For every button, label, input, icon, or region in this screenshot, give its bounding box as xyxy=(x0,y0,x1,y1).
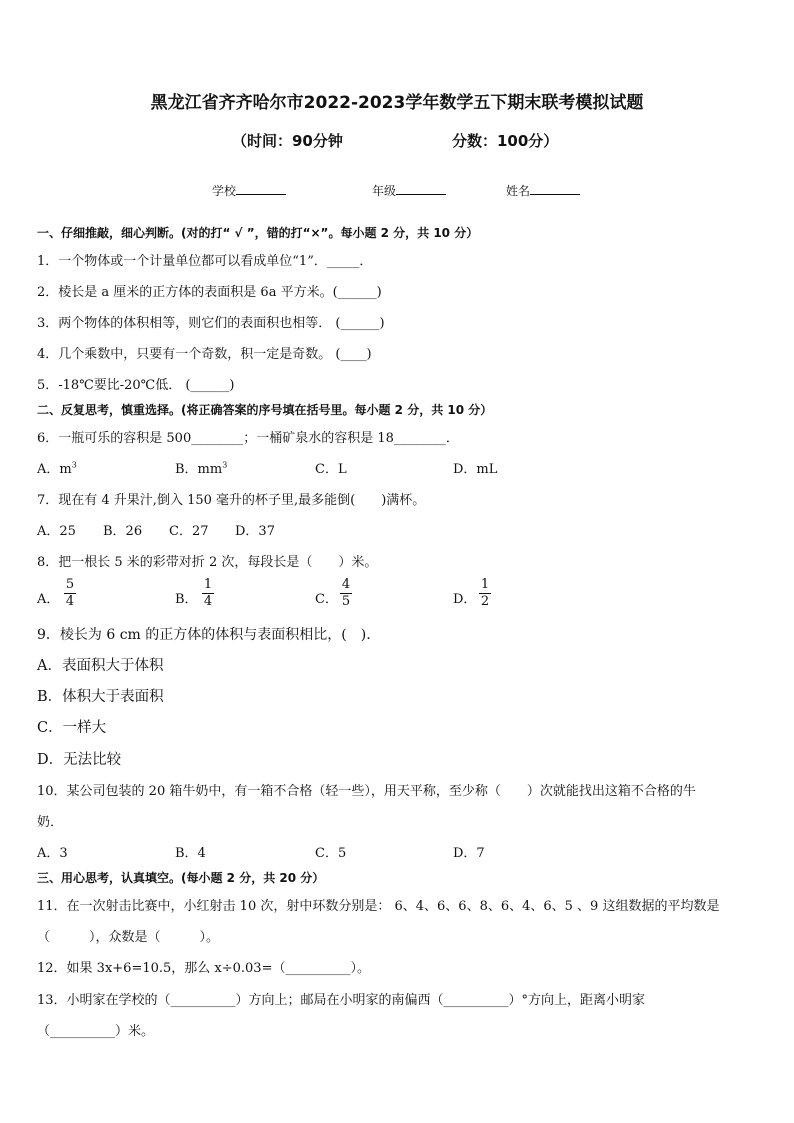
q8-option-a[interactable]: A． xyxy=(37,592,60,607)
question-11-line1: 11．在一次射击比赛中，小红射击 10 次，射中环数分别是： 6、4、6、6、8、6、4、6、5 、9 这组数据的平均数是 xyxy=(37,899,720,914)
name-field[interactable] xyxy=(506,182,580,199)
school-blank[interactable] xyxy=(236,194,286,195)
page-title: 黑龙江省齐齐哈尔市2022-2023学年数学五下期末联考模拟试题 xyxy=(150,93,644,113)
question-6: 6．一瓶可乐的容积是 500________；一桶矿泉水的容积是 18________． xyxy=(37,431,459,446)
q6-option-a[interactable]: A．$m^3$ xyxy=(37,460,77,477)
q7-option-a[interactable]: A．25 xyxy=(37,524,76,539)
question-12: 12．如果 3x+6=10.5，那么 x÷0.03=（__________）。 xyxy=(37,961,370,976)
q8-option-d[interactable]: D． xyxy=(453,592,477,607)
q8-fraction-c: 4 5 xyxy=(341,577,351,609)
q10-option-d[interactable]: D．7 xyxy=(453,846,485,861)
question-11-line2: （ ），众数是（ ）。 xyxy=(37,930,220,945)
grade-blank[interactable] xyxy=(396,194,446,195)
question-4: 4．几个乘数中，只要有一个奇数，积一定是奇数。 (____) xyxy=(37,347,372,362)
q6-option-d[interactable]: D．mL xyxy=(453,462,498,477)
question-8: 8．把一根长 5 米的彩带对折 2 次，每段长是（ ）米。 xyxy=(37,555,378,570)
name-blank[interactable] xyxy=(530,194,580,195)
exam-time: （时间：90分钟 xyxy=(232,132,343,150)
q9-option-b[interactable]: B．体积大于表面积 xyxy=(37,689,164,705)
question-3: 3．两个物体的体积相等，则它们的表面积也相等． (______) xyxy=(37,316,385,331)
school-label: 学校 xyxy=(212,184,237,198)
name-label: 姓名 xyxy=(506,184,531,198)
question-13-line1: 13．小明家在学校的（__________）方向上；邮局在小明家的南偏西（__________）°方向上，距离小明家 xyxy=(37,993,646,1008)
q9-option-a[interactable]: A．表面积大于体积 xyxy=(37,658,164,674)
question-1: 1．一个物体或一个计量单位都可以看成单位“1”．_____． xyxy=(37,254,373,269)
q7-option-d[interactable]: D．37 xyxy=(235,524,275,539)
section2-heading: 二、反复思考，慎重选择。(将正确答案的序号填在括号里。每小题 2 分，共 10 分） xyxy=(37,403,493,417)
q8-option-c[interactable]: C． xyxy=(315,592,338,607)
q6-option-c[interactable]: C．L xyxy=(315,462,347,477)
school-field[interactable] xyxy=(212,182,286,199)
q9-option-d[interactable]: D．无法比较 xyxy=(37,752,122,768)
q8-fraction-b: 1 4 xyxy=(203,577,213,609)
q9-option-c[interactable]: C．一样大 xyxy=(37,720,107,736)
q7-option-b[interactable]: B．26 xyxy=(103,524,143,539)
question-10-line1: 10．某公司包装的 20 箱牛奶中，有一箱不合格（轻一些），用天平称，至少称（ ）次就能找出这箱不合格的牛 xyxy=(37,784,696,799)
q8-fraction-d: 1 2 xyxy=(480,577,490,609)
q10-option-c[interactable]: C．5 xyxy=(315,846,347,861)
exam-score: 分数：100分） xyxy=(452,132,559,150)
grade-field[interactable] xyxy=(372,182,446,199)
section1-heading: 一、仔细推敲，细心判断。(对的打“ √ ”，错的打“×”。每小题 2 分，共 10 分） xyxy=(37,226,479,240)
section3-heading: 三、用心思考，认真填空。(每小题 2 分，共 20 分） xyxy=(37,871,325,885)
question-10-line2: 奶． xyxy=(37,815,64,830)
q8-option-b[interactable]: B． xyxy=(175,592,198,607)
q7-option-c[interactable]: C．27 xyxy=(169,524,209,539)
q10-option-a[interactable]: A．3 xyxy=(37,846,68,861)
question-2: 2．棱长是 a 厘米的正方体的表面积是 6a 平方米。(______) xyxy=(37,285,382,300)
question-13-line2: （__________）米。 xyxy=(37,1024,155,1039)
q10-option-b[interactable]: B．4 xyxy=(175,846,206,861)
question-9: 9．棱长为 6 cm 的正方体的体积与表面积相比，( ). xyxy=(37,627,371,643)
question-7: 7．现在有 4 升果汁,倒入 150 毫升的杯子里,最多能倒( )满杯。 xyxy=(37,493,426,508)
q6-option-b[interactable]: B．$mm^3$ xyxy=(175,460,228,477)
q8-fraction-a: 5 4 xyxy=(65,577,75,609)
question-5: 5．-18℃要比-20℃低． (______) xyxy=(37,378,235,393)
grade-label: 年级 xyxy=(372,184,397,198)
